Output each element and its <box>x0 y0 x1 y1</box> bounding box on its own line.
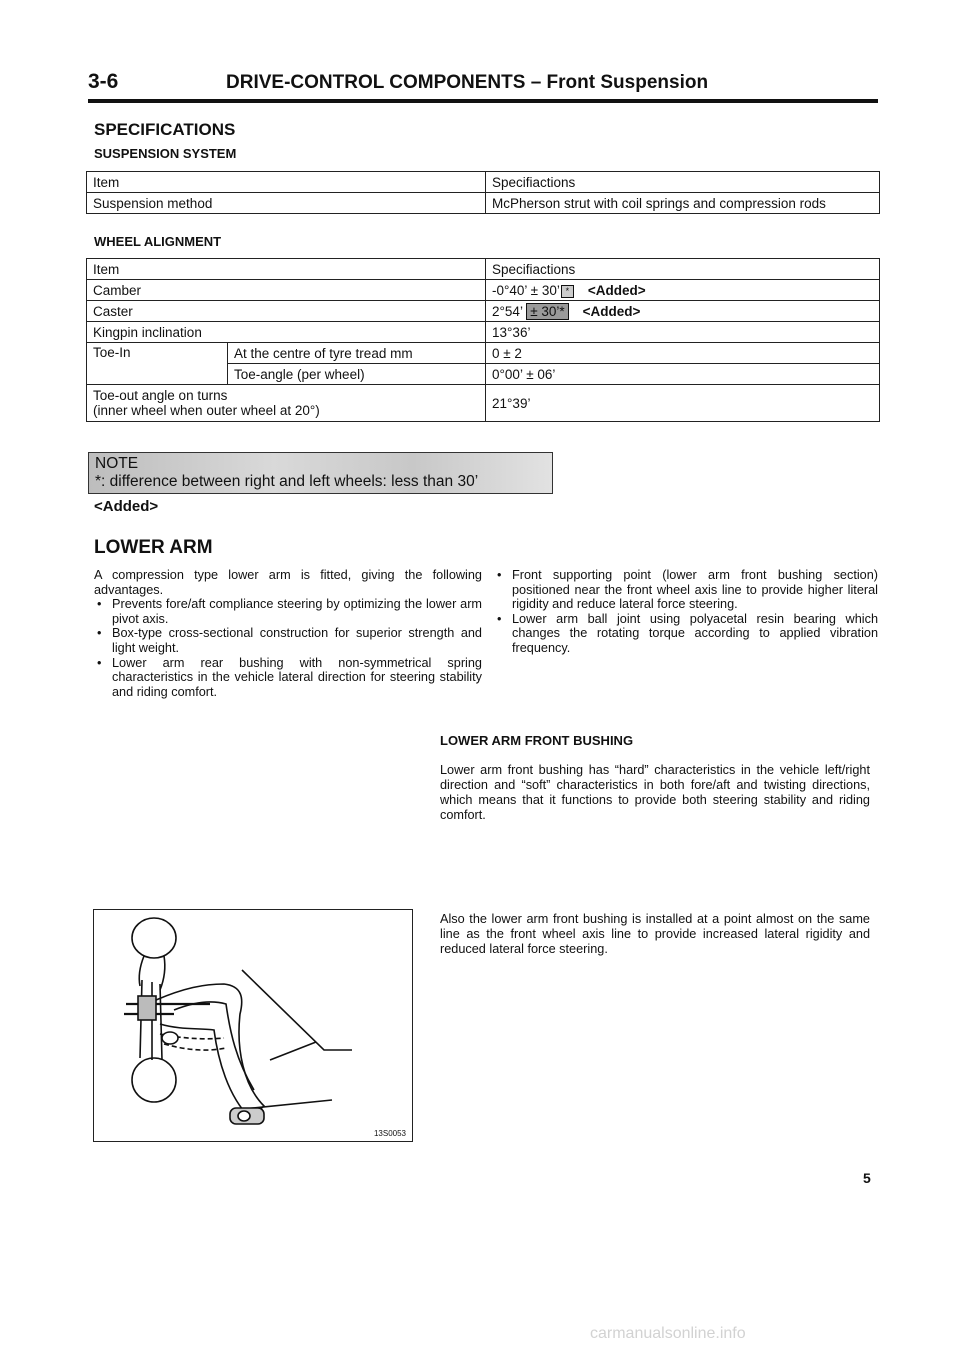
table-header-row <box>87 259 880 280</box>
camber-value-cell <box>486 280 880 301</box>
lower-arm-intro: A compression type lower arm is fitted, giving the following advantages. <box>94 568 482 597</box>
table-row <box>87 193 880 214</box>
toe-out-line1: Toe-out angle on turns <box>93 388 228 403</box>
section-number: 3-6 <box>88 70 119 93</box>
added-marker: <Added> <box>582 303 641 319</box>
front-bushing-core <box>238 1111 250 1121</box>
watermark: carmanualsonline.info <box>590 1325 746 1342</box>
lower-arm-right-column <box>494 568 878 656</box>
camber-label: Camber <box>87 280 486 301</box>
kingpin-label: Kingpin inclination <box>87 322 486 343</box>
page-title: DRIVE-CONTROL COMPONENTS – Front Suspension <box>226 72 709 93</box>
rod-bushing <box>162 1032 178 1044</box>
toe-out-value: 21°39’ <box>486 385 880 422</box>
advantages-list <box>494 568 878 656</box>
list-item: • Prevents fore/aft compliance steering by optimizing the lower arm pivot axis. <box>94 597 482 626</box>
toe-angle-label: Toe-angle (per wheel) <box>228 364 486 385</box>
asterisk-mark: * <box>559 303 565 319</box>
column-header-item: Item <box>87 172 486 193</box>
table-row <box>87 322 880 343</box>
caster-value-cell <box>486 301 880 322</box>
asterisk-mark: * <box>561 285 574 298</box>
caster-tolerance: ± 30’ <box>530 303 560 319</box>
kingpin-value: 13°36’ <box>486 322 880 343</box>
caster-tolerance-box <box>526 303 568 320</box>
wheel-lower <box>132 1058 176 1102</box>
toe-in-label: Toe-In <box>87 343 228 385</box>
note-text: *: difference between right and left wheels: less than 30’ <box>95 473 479 490</box>
front-bushing-paragraph-2: Also the lower arm front bushing is installed at a point almost on the same line as the front wheel axis line to provide increased lateral rigidity and reduced lateral force steering. <box>440 912 870 956</box>
camber-value: -0°40’ ± 30’ <box>492 282 560 298</box>
caster-value: 2°54’ <box>492 303 523 319</box>
list-item: • Lower arm rear bushing with non-symmetrical spring characteristics in the vehicle lateral direction for steering stability and riding comfort. <box>94 656 482 700</box>
advantages-list <box>94 597 482 699</box>
figure-code: 13S0053 <box>373 1129 406 1138</box>
suspension-method-label: Suspension method <box>87 193 486 214</box>
toe-in-centre-value: 0 ± 2 <box>486 343 880 364</box>
table-row <box>87 385 880 422</box>
lower-arm-left-column <box>94 568 482 699</box>
added-marker: <Added> <box>587 282 646 298</box>
list-item: • Box-type cross-sectional construction for superior strength and light weight. <box>94 626 482 655</box>
toe-out-line2: (inner wheel when outer wheel at 20°) <box>93 403 320 418</box>
column-header-spec: Specifiactions <box>486 259 880 280</box>
axis-line <box>124 1004 210 1014</box>
list-item: • Front supporting point (lower arm front bushing section) positioned near the front wheel axis line to provide higher literal rigidity and reduce lateral force steering. <box>494 568 878 612</box>
lower-arm-diagram <box>94 910 412 1141</box>
lower-arm-figure <box>93 909 413 1142</box>
wheel-upper <box>132 918 176 958</box>
suspension-system-heading: SUSPENSION SYSTEM <box>94 146 237 161</box>
lower-arm-heading: LOWER ARM <box>94 537 213 558</box>
wheel-alignment-table <box>86 258 880 422</box>
note-box <box>88 452 553 494</box>
suspension-system-table <box>86 171 880 214</box>
table-row <box>87 301 880 322</box>
toe-in-centre-label: At the centre of tyre tread mm <box>228 343 486 364</box>
header-rule <box>88 99 878 103</box>
specifications-heading: SPECIFICATIONS <box>94 120 236 139</box>
toe-angle-value: 0°00’ ± 06’ <box>486 364 880 385</box>
note-title: NOTE <box>95 455 139 472</box>
table-row <box>87 280 880 301</box>
column-header-spec: Specifiactions <box>486 172 880 193</box>
column-header-item: Item <box>87 259 486 280</box>
table-header-row <box>87 172 880 193</box>
lower-arm-inner <box>174 1002 254 1090</box>
knuckle-block <box>138 996 156 1020</box>
list-item: • Lower arm ball joint using polyacetal resin bearing which changes the rotating torque according to applied vibration frequency. <box>494 612 878 656</box>
toe-out-label <box>87 385 486 422</box>
table-row <box>87 343 880 364</box>
suspension-method-value: McPherson strut with coil springs and compression rods <box>486 193 880 214</box>
caster-label: Caster <box>87 301 486 322</box>
front-bushing-paragraph: Lower arm front bushing has “hard” characteristics in the vehicle left/right direction and “soft” characteristics in both fore/aft and twisting directions, which means that it functions to provide both steering stability and riding comfort. <box>440 763 870 822</box>
wheel-alignment-heading: WHEEL ALIGNMENT <box>94 234 222 249</box>
added-marker: <Added> <box>94 498 159 515</box>
front-bushing-heading: LOWER ARM FRONT BUSHING <box>440 733 634 748</box>
page-number: 5 <box>863 1170 871 1186</box>
